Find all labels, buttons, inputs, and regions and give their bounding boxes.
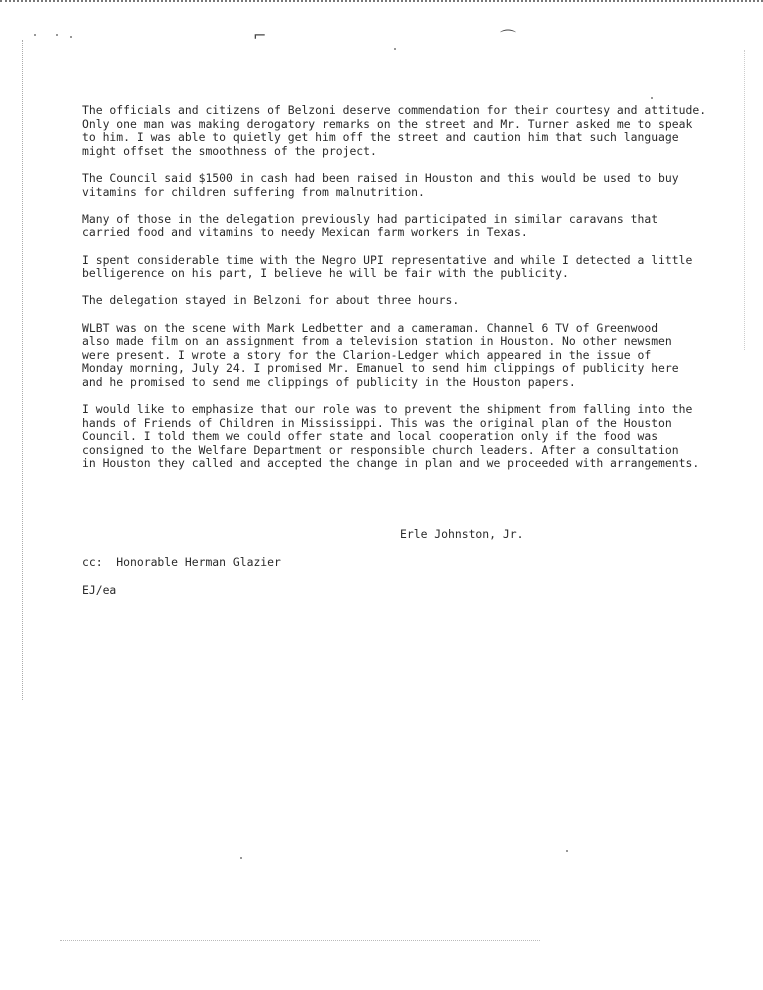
scan-right-edge (744, 50, 745, 350)
typist-initials: EJ/ea (82, 583, 117, 597)
scan-speck (70, 36, 72, 38)
scan-mark: ⌐ (253, 26, 267, 45)
paragraph: The delegation stayed in Belzoni for about three hours. (82, 293, 460, 308)
scan-speck (651, 97, 653, 99)
paragraph: I spent considerable time with the Negro UPI representative and while I detected a little belligerence on his part, I believe he will be fair with the publicity. (82, 252, 693, 281)
signature: Erle Johnston, Jr. (400, 527, 524, 541)
paragraph: The Council said $1500 in cash had been raised in Houston and this would be used to buy vitamins for children suffering from malnutrition. (82, 170, 679, 199)
scan-top-edge (0, 0, 763, 2)
paragraph: WLBT was on the scene with Mark Ledbetter and a cameraman. Channel 6 TV of Greenwood also made film on an assignment from a television station in Houston. No other newsmen were present. I wrote a story for the Clarion-Ledger which appeared in the issue of Monday morning, July 24. I promised Mr. Emanuel to send him clippings of publicity here and he promised to send me clippings of publicity in the Houston papers. (82, 320, 679, 389)
scan-speck (394, 48, 396, 50)
paragraph: The officials and citizens of Belzoni deserve commendation for their courtesy and attitude. Only one man was making derogatory remarks on the street and Mr. Turner asked me to speak to him. I was able to quietly get him off the street and caution him that such language might offset the smoothness of the project. (82, 103, 707, 158)
letter-body (82, 104, 742, 485)
scan-speck (56, 34, 58, 36)
scan-mark: ⌒ (500, 28, 517, 47)
scan-speck (566, 850, 568, 852)
scan-speck (34, 34, 36, 36)
scan-speck (240, 857, 242, 859)
carbon-copy-line: cc: Honorable Herman Glazier (82, 555, 281, 569)
paragraph: Many of those in the delegation previously had participated in similar caravans that carried food and vitamins to needy Mexican farm workers in Texas. (82, 211, 659, 240)
scan-bottom-noise (60, 940, 540, 941)
scan-left-edge (22, 40, 23, 700)
paragraph: I would like to emphasize that our role was to prevent the shipment from falling into the hands of Friends of Children in Mississippi. This was the original plan of the Houston Council. I told them we could offer state and local cooperation only if the food was consigned to the Welfare Department or responsible church leaders. After a consultation in Houston they called and accepted the change in plan and we proceeded with arrangements. (82, 402, 700, 471)
